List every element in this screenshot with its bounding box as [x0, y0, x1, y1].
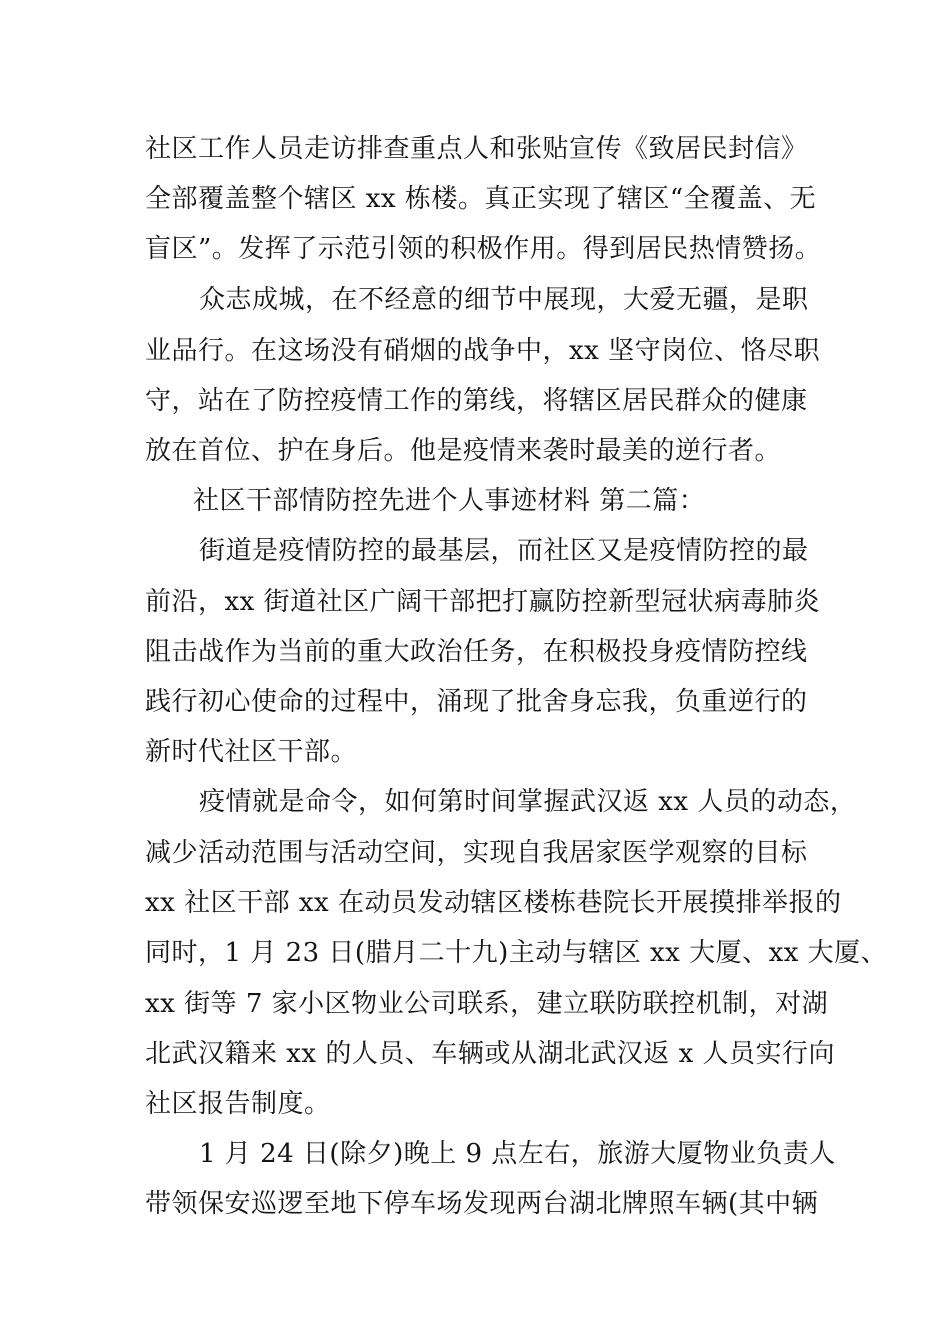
text-line-10: 前沿，xx 街道社区广阔干部把打赢防控新型冠状病毒肺炎 [145, 587, 821, 617]
text-line-16: xx 社区干部 xx 在动员发动辖区楼栋巷院长开展摸排举报的 [145, 888, 842, 918]
paragraph-start-line-9: 街道是疫情防控的最基层，而社区又是疫情防控的最 [199, 536, 809, 566]
text-line-1: 社区工作人员走访排查重点人和张贴宣传《致居民封信》 [145, 134, 808, 164]
paragraph-start-line-4: 众志成城，在不经意的细节中展现，大爱无疆，是职 [199, 285, 809, 315]
text-line-22: 带领保安巡逻至地下停车场发现两台湖北牌照车辆(其中辆 [145, 1189, 819, 1219]
text-line-6: 守，站在了防控疫情工作的第线，将辖区居民群众的健康 [145, 386, 808, 416]
text-line-5: 业品行。在这场没有硝烟的战争中，xx 坚守岗位、恪尽职 [145, 336, 821, 366]
paragraph-start-line-14: 疫情就是命令，如何第时间掌握武汉返 xx 人员的动态， [199, 787, 857, 817]
section-heading: 社区干部情防控先进个人事迹材料 第二篇： [193, 486, 706, 516]
text-line-20: 社区报告制度。 [145, 1089, 331, 1119]
text-line-19: 北武汉籍来 xx 的人员、车辆或从湖北武汉返 x 人员实行向 [145, 1039, 836, 1069]
text-line-15: 减少活动范围与活动空间，实现自我居家医学观察的目标 [145, 838, 808, 868]
text-line-13: 新时代社区干部。 [145, 737, 358, 767]
text-line-2: 全部覆盖整个辖区 xx 栋楼。真正实现了辖区“全覆盖、无 [145, 184, 817, 214]
text-line-17: 同时，1 月 23 日(腊月二十九)主动与辖区 xx 大厦、xx 大厦、 [145, 938, 888, 968]
text-line-11: 阻击战作为当前的重大政治任务，在积极投身疫情防控线 [145, 637, 808, 667]
paragraph-start-line-21: 1 月 24 日(除夕)晚上 9 点左右，旅游大厦物业负责人 [199, 1139, 836, 1169]
text-line-12: 践行初心使命的过程中，涌现了批舍身忘我，负重逆行的 [145, 687, 808, 717]
text-line-7: 放在首位、护在身后。他是疫情来袭时最美的逆行者。 [145, 436, 782, 466]
text-line-18: xx 街等 7 家小区物业公司联系，建立联防联控机制，对湖 [145, 989, 829, 1019]
text-line-3: 盲区”。发挥了示范引领的积极作用。得到居民热情赞扬。 [145, 234, 822, 264]
